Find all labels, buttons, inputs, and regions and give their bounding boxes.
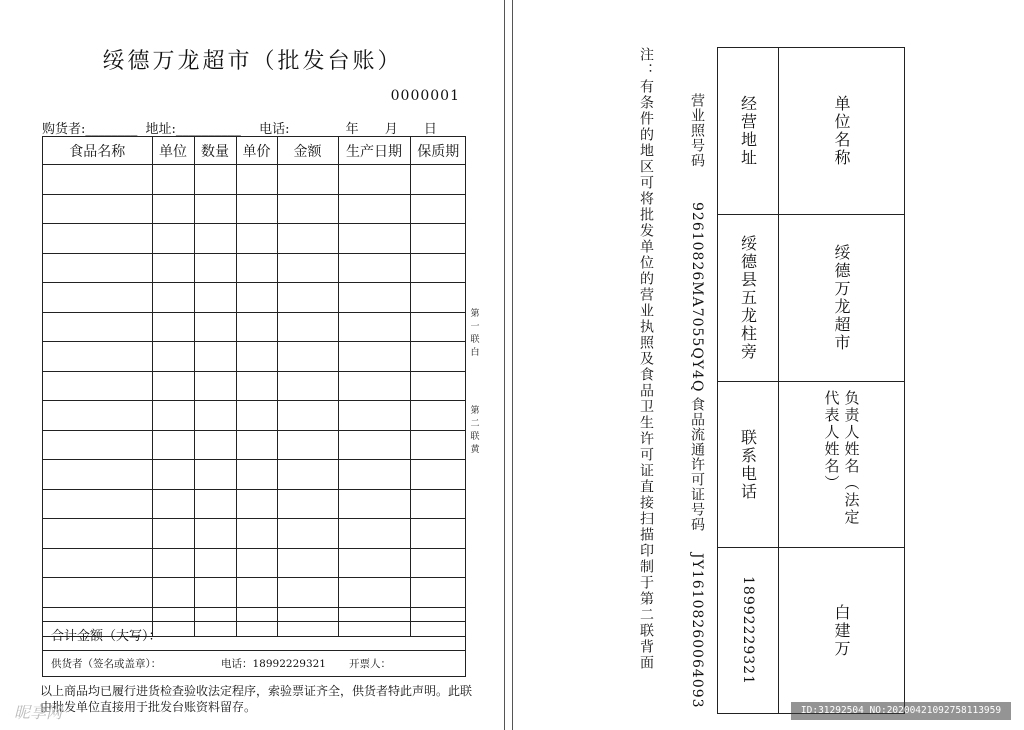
col-unit: 单位 [152,137,194,165]
ledger-cell [236,194,277,224]
ledger-cell [152,489,194,519]
ledger-row [43,224,466,254]
ledger-cell [152,548,194,578]
ledger-cell [194,401,236,431]
registration-table [717,47,905,714]
food-license-value: JY16108260064093 [689,552,705,709]
ledger-cell [152,578,194,608]
ledger-cell [410,312,466,342]
ledger-cell [338,342,410,372]
ledger-cell [277,489,338,519]
ledger-cell [338,371,410,401]
ledger-table [42,136,466,677]
unit-column [779,48,904,713]
address-value-cell [718,215,778,382]
ledger-cell [43,194,152,224]
ledger-cell [410,253,466,283]
ledger-cell [410,371,466,401]
ledger-row [43,519,466,549]
ledger-cell [194,194,236,224]
contact-column [718,48,779,713]
ledger-cell [194,489,236,519]
ledger-page [0,0,505,730]
ledger-cell [277,548,338,578]
month-label: 月 [384,122,398,137]
ledger-cell [277,401,338,431]
ledger-cell [194,548,236,578]
ledger-header-row [43,137,466,165]
ledger-cell [410,519,466,549]
ledger-row [43,401,466,431]
ledger-cell [277,165,338,195]
ledger-cell [43,253,152,283]
address-label: 地址:__________ [145,122,241,137]
ledger-row [43,548,466,578]
address-label-cell [718,48,778,215]
ledger-cell [152,342,194,372]
ledger-cell [43,519,152,549]
col-amount: 金额 [277,137,338,165]
ledger-cell [236,519,277,549]
ledger-cell [236,283,277,313]
ledger-cell [194,371,236,401]
license-no-value-cell [678,202,716,393]
unit-name-value-cell [779,215,904,382]
unit-name-label: 单位名称 [832,95,851,167]
ledger-cell [152,283,194,313]
ledger-cell [43,224,152,254]
ledger-cell [194,165,236,195]
ledger-cell [236,489,277,519]
phone-label-right: 联系电话 [738,428,758,501]
ledger-cell [338,165,410,195]
ledger-cell [410,194,466,224]
ledger-cell [43,430,152,460]
copy-1-label: 第一联白 [470,309,480,358]
ledger-cell [410,401,466,431]
ledger-cell [43,489,152,519]
ledger-cell [338,489,410,519]
ledger-cell [152,312,194,342]
ledger-cell [338,519,410,549]
day-label: 日 [423,122,437,137]
ledger-row [43,312,466,342]
ledger-cell [338,253,410,283]
ledger-cell [338,548,410,578]
ledger-cell [194,578,236,608]
ledger-cell [194,460,236,490]
ledger-cell [338,578,410,608]
col-quantity: 数量 [194,137,236,165]
ledger-cell [277,194,338,224]
unit-name-value: 绥德万龙超市 [832,244,851,352]
note-column [636,47,664,714]
ledger-cell [277,578,338,608]
ledger-cell [152,460,194,490]
ledger-cell [152,253,194,283]
ledger-cell [277,519,338,549]
total-amount-row [43,621,465,650]
ledger-cell [277,283,338,313]
ledger-cell [236,342,277,372]
col-unit-price: 单价 [236,137,277,165]
copy-2-label: 第二联黄 [470,406,480,455]
ledger-cell [152,165,194,195]
ledger-cell [194,342,236,372]
ledger-cell [152,371,194,401]
ledger-cell [338,283,410,313]
license-no-label: 营业照号码 [689,93,705,168]
unit-name-label-cell [779,48,904,215]
ledger-cell [410,489,466,519]
ledger-row [43,194,466,224]
responsible-label-cell [779,382,904,548]
phone-label: 电话: [259,122,290,137]
buyer-info-line [42,118,437,137]
food-license-label: 食品流通许可证号码 [689,396,705,532]
ledger-cell [410,342,466,372]
ledger-cell [338,430,410,460]
ledger-cell [410,430,466,460]
ledger-cell [236,460,277,490]
license-no-label-cell [678,47,716,214]
supplier-phone: 电话：18992229321 [221,658,326,670]
supplier-row [43,650,465,677]
ledger-row [43,578,466,608]
note-text: 注：有条件的地区可将批发单位的营业执照及食品卫生许可证直接扫描印制于第二联背面 [638,47,654,671]
image-id-banner: ID:31292504 NO:20200421092758113959 [791,702,1011,720]
ledger-cell [152,224,194,254]
ledger-cell [236,253,277,283]
ledger-cell [43,312,152,342]
ledger-cell [338,401,410,431]
ledger-cell [43,283,152,313]
ledger-row [43,460,466,490]
ledger-cell [43,548,152,578]
ledger-cell [410,224,466,254]
ledger-cell [194,519,236,549]
ledger-cell [277,342,338,372]
ledger-cell [152,194,194,224]
ledger-cell [43,165,152,195]
ledger-cell [277,371,338,401]
ledger-cell [410,548,466,578]
ledger-cell [236,548,277,578]
ledger-row [43,165,466,195]
col-food-name: 食品名称 [43,137,152,165]
license-column [678,47,716,714]
ledger-cell [43,578,152,608]
ledger-row [43,430,466,460]
ledger-cell [236,165,277,195]
ledger-cell [410,578,466,608]
address-label: 经营地址 [738,95,758,167]
ledger-cell [338,224,410,254]
responsible-label: 负责人姓名（法定代表人姓名） [822,389,861,526]
ledger-cell [236,312,277,342]
ledger-cell [194,253,236,283]
food-license-value-cell [678,547,716,714]
address-value: 绥德县五龙柱旁 [738,235,758,361]
ledger-cell [277,312,338,342]
ledger-cell [152,430,194,460]
ledger-title: 绥德万龙超市（批发台账） [102,49,403,74]
ledger-cell [43,401,152,431]
ledger-cell [152,401,194,431]
ledger-cell [152,519,194,549]
ledger-row [43,489,466,519]
phone-label-cell [718,382,778,548]
phone-value-cell [718,548,778,713]
ledger-cell [277,430,338,460]
ledger-cell [338,460,410,490]
ledger-cell [43,371,152,401]
ledger-row [43,283,466,313]
ledger-cell [43,460,152,490]
col-shelf-life: 保质期 [410,137,466,165]
license-no-value: 92610826MA7055QY4Q [689,202,705,393]
ledger-cell [277,460,338,490]
ledger-cell [194,283,236,313]
ledger-cell [277,224,338,254]
ledger-cell [236,224,277,254]
ledger-cell [194,430,236,460]
site-watermark: 昵享网 [14,705,63,722]
ledger-row [43,253,466,283]
ledger-cell [236,371,277,401]
ledger-cell [410,460,466,490]
declaration-footnote: 以上商品均已履行进货检查验收法定程序，索验票证齐全，供货者特此声明。此联由批发单位直接用于批发台账资料留存。 [40,684,473,714]
food-license-label-cell [678,381,716,547]
ledger-cell [194,312,236,342]
ledger-cell [236,401,277,431]
total-amount-label: 合计金额（大写）： [51,629,162,644]
col-production-date: 生产日期 [338,137,410,165]
serial-number: 0000001 [390,88,460,104]
responsible-value: 白建万 [832,603,851,658]
responsible-value-cell [779,548,904,713]
ledger-cell [410,283,466,313]
ledger-cell [236,430,277,460]
ledger-cell [194,224,236,254]
ledger-cell [43,342,152,372]
ledger-cell [338,312,410,342]
ledger-row [43,342,466,372]
ledger-cell [410,165,466,195]
ledger-cell [236,578,277,608]
ledger-cell [338,194,410,224]
ledger-cell [277,253,338,283]
ledger-row [43,371,466,401]
year-label: 年 [345,122,359,137]
issuer-label: 开票人： [349,658,391,670]
supplier-label: 供货者（签名或盖章）： [51,658,162,670]
phone-value: 18992229321 [740,576,756,685]
buyer-label: 购货者:________ [42,122,138,137]
